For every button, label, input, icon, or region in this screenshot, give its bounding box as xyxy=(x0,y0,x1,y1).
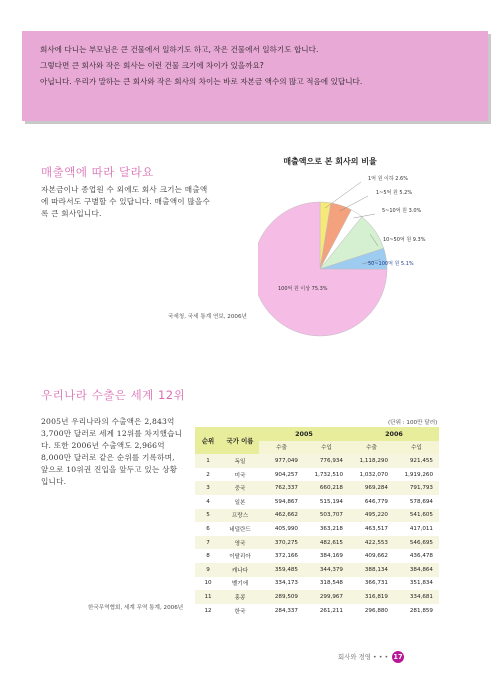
table-cell-value: 366,731 xyxy=(349,577,394,591)
table-cell-value: 281,859 xyxy=(394,604,439,618)
header-2006: 2006 xyxy=(349,427,439,441)
table-cell-value: 370,275 xyxy=(259,536,304,550)
table-cell-value: 977,049 xyxy=(259,454,304,468)
table-row xyxy=(195,604,439,618)
subheader-import-2005: 수입 xyxy=(304,441,349,455)
intro-banner xyxy=(22,31,488,121)
table-cell-rank: 7 xyxy=(195,536,221,550)
table-cell-value: 422,553 xyxy=(349,536,394,550)
pie-slice-label: 1~5억 원 5.2% xyxy=(376,190,413,196)
table-cell-rank: 4 xyxy=(195,495,221,509)
footer-text: 회사와 경영 • • • xyxy=(338,653,389,661)
table-cell-country: 중국 xyxy=(221,481,259,495)
table-cell-value: 482,615 xyxy=(304,536,349,550)
table-cell-country: 캐나다 xyxy=(221,563,259,577)
section2-line-1: 2005년 우리나라의 수출액은 2,843억 xyxy=(41,417,175,426)
table-cell-value: 1,732,510 xyxy=(304,468,349,482)
table-cell-rank: 5 xyxy=(195,509,221,523)
section1-title: 매출액에 따라 달라요 xyxy=(41,165,154,179)
section2-title: 우리나라 수출은 세계 12위 xyxy=(41,388,186,402)
table-cell-value: 296,880 xyxy=(349,604,394,618)
table-cell-value: 904,257 xyxy=(259,468,304,482)
pie-slice-label: 10~50억 원 9.3% xyxy=(383,237,426,243)
banner-line-2: 그렇다면 큰 회사와 작은 회사는 이런 건물 크기에 차이가 있을까요? xyxy=(40,61,264,70)
table-cell-value: 363,218 xyxy=(304,522,349,536)
pie-leader-line xyxy=(339,196,368,211)
table-cell-rank: 1 xyxy=(195,454,221,468)
section1-paragraph xyxy=(41,184,256,220)
table-row xyxy=(195,563,439,577)
section2-line-6: 입니다. xyxy=(41,477,67,486)
table-cell-value: 1,919,260 xyxy=(394,468,439,482)
pie-slice-label: 5~10억 원 3.0% xyxy=(382,208,422,214)
table-cell-value: 776,934 xyxy=(304,454,349,468)
section2-paragraph xyxy=(41,416,191,488)
table-cell-value: 372,166 xyxy=(259,549,304,563)
table-row xyxy=(195,495,439,509)
table-cell-rank: 9 xyxy=(195,563,221,577)
pie-slice-label: 50~100억 원 5.1% xyxy=(368,261,414,267)
table-cell-value: 384,169 xyxy=(304,549,349,563)
pie-slice-label: 100억 원 이상 75.3% xyxy=(278,286,328,292)
table-cell-value: 417,011 xyxy=(394,522,439,536)
trade-table xyxy=(195,427,439,617)
table-cell-value: 546,695 xyxy=(394,536,439,550)
table-cell-value: 334,173 xyxy=(259,577,304,591)
banner-line-3: 아닙니다. 우리가 말하는 큰 회사와 작은 회사의 차이는 바로 자본금 액수의 많고 적음에 있답니다. xyxy=(40,77,363,86)
banner-line-1: 회사에 다니는 부모님은 큰 건물에서 일하기도 하고, 작은 건물에서 일하기도 합니다. xyxy=(40,45,319,54)
table-row xyxy=(195,577,439,591)
table-cell-country: 일본 xyxy=(221,495,259,509)
table-cell-value: 289,509 xyxy=(259,590,304,604)
table-body xyxy=(195,454,439,617)
table-cell-country: 한국 xyxy=(221,604,259,618)
table-cell-rank: 6 xyxy=(195,522,221,536)
table-cell-value: 578,694 xyxy=(394,495,439,509)
section2-source: 한국무역협회, 세계 무역 통계, 2006년 xyxy=(88,605,184,611)
table-cell-value: 1,118,290 xyxy=(349,454,394,468)
table-cell-value: 921,455 xyxy=(394,454,439,468)
table-cell-value: 762,337 xyxy=(259,481,304,495)
table-row xyxy=(195,536,439,550)
page-number-badge: 17 xyxy=(393,653,403,661)
table-cell-rank: 12 xyxy=(195,604,221,618)
table-row xyxy=(195,454,439,468)
table-cell-value: 351,834 xyxy=(394,577,439,591)
table-cell-country: 독일 xyxy=(221,454,259,468)
pie-chart-title: 매출액으로 본 회사의 비율 xyxy=(283,157,377,166)
table-cell-country: 홍콩 xyxy=(221,590,259,604)
table-row xyxy=(195,509,439,523)
section2-line-5: 앞으로 10위권 진입을 앞두고 있는 상황 xyxy=(41,465,178,474)
section1-line-3: 록 큰 회사입니다. xyxy=(41,209,102,218)
table-unit: (단위 : 100만 달러) xyxy=(388,420,438,426)
section2-line-3: 다. 또한 2006년 수출액도 2,966억 xyxy=(41,441,165,450)
table-cell-value: 541,605 xyxy=(394,509,439,523)
table-cell-value: 436,478 xyxy=(394,549,439,563)
table-cell-value: 495,220 xyxy=(349,509,394,523)
table-cell-country: 미국 xyxy=(221,468,259,482)
subheader-export-2006: 수출 xyxy=(349,441,394,455)
header-rank: 순위 xyxy=(195,427,221,454)
header-2005: 2005 xyxy=(259,427,349,441)
section2-line-2: 3,700만 달러로 세계 12위를 차지했습니 xyxy=(41,429,183,438)
section1-source: 국세청, 국세 통계 연보, 2006년 xyxy=(168,314,247,320)
table-cell-value: 318,548 xyxy=(304,577,349,591)
table-cell-value: 261,211 xyxy=(304,604,349,618)
table-cell-value: 646,779 xyxy=(349,495,394,509)
table-cell-value: 791,793 xyxy=(394,481,439,495)
table-cell-value: 334,681 xyxy=(394,590,439,604)
table-cell-country: 벨기에 xyxy=(221,577,259,591)
table-cell-value: 969,284 xyxy=(349,481,394,495)
table-row xyxy=(195,590,439,604)
table-cell-rank: 2 xyxy=(195,468,221,482)
table-cell-rank: 11 xyxy=(195,590,221,604)
table-cell-value: 405,990 xyxy=(259,522,304,536)
table-cell-value: 388,134 xyxy=(349,563,394,577)
table-cell-country: 프랑스 xyxy=(221,509,259,523)
table-cell-value: 359,485 xyxy=(259,563,304,577)
table-cell-value: 384,864 xyxy=(394,563,439,577)
table-cell-rank: 8 xyxy=(195,549,221,563)
table-cell-value: 1,032,070 xyxy=(349,468,394,482)
pie-slice-label: 1억 원 이하 2.6% xyxy=(368,176,408,182)
table-cell-country: 영국 xyxy=(221,536,259,550)
table-cell-value: 515,194 xyxy=(304,495,349,509)
table-cell-value: 409,662 xyxy=(349,549,394,563)
table-cell-country: 네덜란드 xyxy=(221,522,259,536)
table-cell-value: 316,819 xyxy=(349,590,394,604)
table-cell-rank: 10 xyxy=(195,577,221,591)
table-cell-value: 503,707 xyxy=(304,509,349,523)
table-cell-value: 660,218 xyxy=(304,481,349,495)
table-row xyxy=(195,468,439,482)
table-cell-value: 284,337 xyxy=(259,604,304,618)
subheader-export-2005: 수출 xyxy=(259,441,304,455)
pie-chart xyxy=(258,166,498,346)
section2-line-4: 8,000만 달러로 같은 순위를 기록하며, xyxy=(41,453,175,462)
table-cell-value: 299,967 xyxy=(304,590,349,604)
section1-line-1: 자본금이나 종업원 수 외에도 회사 크기는 매출액 xyxy=(41,185,208,194)
table-cell-value: 344,379 xyxy=(304,563,349,577)
table-cell-value: 463,517 xyxy=(349,522,394,536)
section1-line-2: 에 따라서도 구별할 수 있답니다. 매출액이 많을수 xyxy=(41,197,211,206)
subheader-import-2006: 수입 xyxy=(394,441,439,455)
header-country: 국가 이름 xyxy=(221,427,259,454)
table-cell-value: 594,867 xyxy=(259,495,304,509)
table-row xyxy=(195,549,439,563)
table-cell-value: 462,662 xyxy=(259,509,304,523)
table-cell-rank: 3 xyxy=(195,481,221,495)
table-row xyxy=(195,481,439,495)
table-row xyxy=(195,522,439,536)
pie-leader-line xyxy=(325,182,361,208)
table-cell-country: 이탈리아 xyxy=(221,549,259,563)
